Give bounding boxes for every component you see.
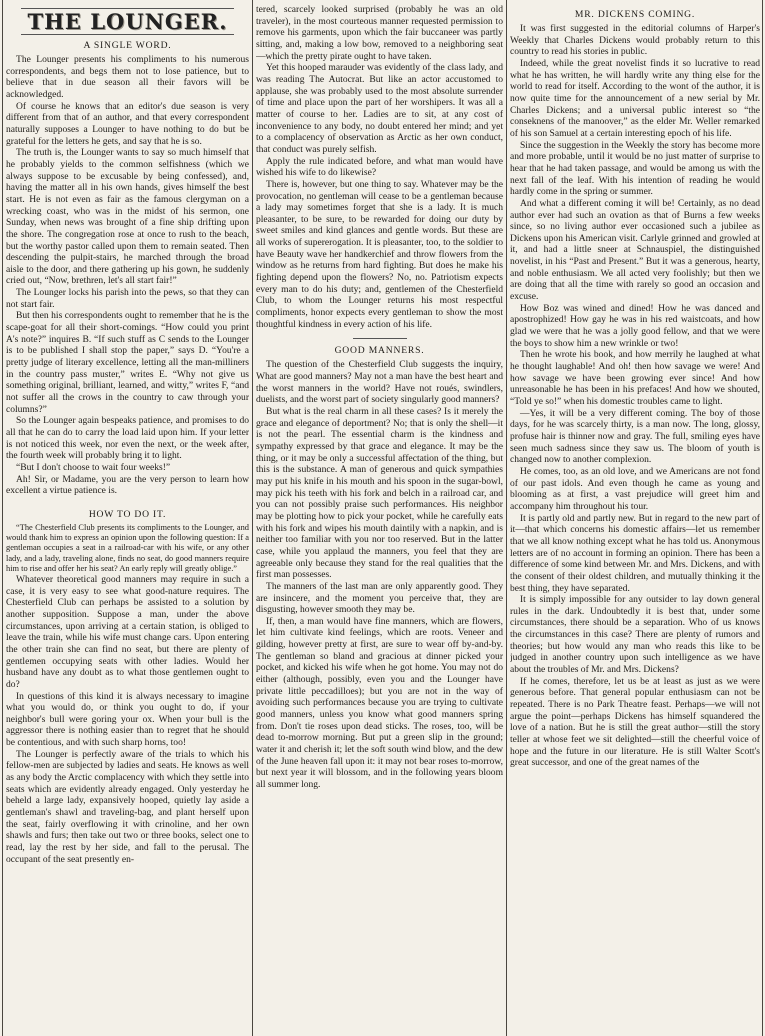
column-3 [510,4,760,1030]
paragraph: The Lounger locks his parish into the pews, so that they can not start fair. [6,287,249,310]
paragraph: The Lounger presents his compliments to his numerous correspondents, and begs them not to lose patience, but to believe that in due season all their favors will be acknowledged. [6,54,249,100]
paragraph: If, then, a man would have fine manners, which are flowers, let him cultivate kind feelings, which are roots. Veneer and gilding, however pretty at first, are sure to wear off by-and-by. The gentleman so bland and gracious at dinner picked your pocket, and kicked his wife when he got home. You may not do either (although, possibly, even you and the Lounger have private little peccadilloes); but you are not in the way of avoiding such performances because you are trying to cultivate good manners, unless you know what good manners spring from. Don't tie roses upon dead sticks. The roses, too, will be dead to-morrow morning. But put a green slip in the ground; water it and cherish it; let the soft south wind blow, and the dew of the June heaven fall upon it: it may not bear roses to-morrow, but next year it will blossom, and in the following years bloom all summer long. [256,615,503,790]
paragraph: But what is the real charm in all these cases? Is it merely the grace and elegance of deportment? No; that is only the shell—it is not the pearl. The essential charm is the kindness and sympathy expressed by that grace and elegance. It may be the thing, or it may be only a successful affectation of the thing, but this is the substance. A man of generous and quick sympathies may put his knife in his mouth and his spoon in the sugar-bowl, may pick his teeth with his fork and belch in a railroad car, and you can not possibly praise such performances. His neighbor may be plotting how to pick your pocket, while he carefully eats with his fork and wipes his mouth daintily with a napkin, and is neither too familiar with you nor too reserved. But in the latter case, while you applaud the manners, you feel that they are agreeable only because they stand for the real qualities that the first man possesses. [256,406,503,581]
paragraph: “But I don't choose to wait four weeks!” [16,461,171,473]
section-heading-dickens-coming: MR. DICKENS COMING. [574,9,696,20]
paragraph: Whatever theoretical good manners may require in such a case, it is very easy to see what good-nature requires. The Chesterfield Club can perhaps be assisted to a solution by another supposition. Suppose a man, under the above circumstances, upon arriving at a certain station, is obliged to leave the train, while his wife must change cars. Upon entering the other train she can find no seat, but there are plenty of gentlemen occupying seats with other ladies. Would her husband have any doubt as to what those gentlemen ought to do? [6,573,249,690]
column-rule [2,0,3,1036]
paragraph: He comes, too, as an old love, and we Americans are not fond of our past idols. And even though he came as young and blooming as at first, a vast prejudice will greet him and accompany him throughout his tour. [510,465,760,512]
paragraph: There is, however, but one thing to say. Whatever may be the provocation, no gentleman will cease to be a gentleman because a lady may sometimes forget that she is a lady. It is much pleasanter, to be sure, to be rewarded for doing our duty by sweet smiles and kind glances and gentle words. But these are all works of supererogation. It is pleasanter, too, to the soldier to have Beauty wave her handkerchief and throw flowers from the window as he returns from hard fighting. But does he make his fighting depend upon the flowers? No, no. Patriotism expects every man to do his duty; and, gentlemen of the Chesterfield Club, to whom the Lounger returns his most respectful compliments, honor expects every gentleman to show the most thoughtful kindness in every action of his life. [256,178,503,330]
section-heading-how-to-do-it: HOW TO DO IT. [88,508,167,520]
paragraph: If he comes, therefore, let us be at least as just as we were generous before. That general popular enthusiasm can not be repeated. There is no Park Theatre feast. Perhaps—we will not argue the point—perhaps Dickens has himself squandered the love of a nation. But he is still the great author—still the story teller at whose feet we sit delighted—still the cheerful voice of hope and the future in our literature. He is still Walter Scott's great successor, and one of the great names of the [510,675,760,769]
paragraph: —Yes, it will be a very different coming. The boy of those days, for he was scarcely thirty, is a man now. The long, glossy, profuse hair is thinner now and gray. The full, smiling eyes have seen much sadness since they saw us. The bloom of youth is changed now to another complexion. [510,407,760,466]
column-2 [256,4,503,1030]
paragraph: Yet this hooped marauder was evidently of the class lady, and was reading The Autocrat. But like an actor accustomed to applause, she was probably used to the most absolute surrender of time and place upon the part of her worshipers. It was all a matter of course to her. Ladies are to sit, at any cost of inconvenience to any body, no doubt entered her mind; and yet to a complacency of observation as Arctic as her own conduct, that conduct was purely selfish. [256,62,503,155]
paragraph: The manners of the last man are only apparently good. They are insincere, and the moment you perceive that, they are disgusting, however smooth they may be. [256,580,503,616]
paragraph: Of course he knows that an editor's due season is very different from that of an author, and that every correspondent naturally supposes a Lounger to have nothing to do but be grateful for the letters he gets, and say that he is so. [6,100,249,147]
paragraph: It is simply impossible for any outsider to lay down general rules in the dark. Undoubtedly it is best that, under some circumstances, there should be a separation. Who of us knows the circumstances in this case? There are plenty of rumors and theories; but how would any man who reads this like to be judged in another country upon such intelligence as we have about the troubles of Mr. and Mrs. Dickens? [510,594,760,676]
paragraph: Indeed, while the great novelist finds it so lucrative to read what he has written, he will hardly write any thing else for the world to read for itself. According to the wont of the author, it is now quite time for the announcement of a new serial by Mr. Charles Dickens; and a universal public interest so “the conseknens of the manoover,” as the elder Mr. Weller remarked of his son Samuel at a certain interesting epoch of his life. [510,57,760,139]
section-heading-single-word: A SINGLE WORD. [83,40,172,51]
paragraph: In questions of this kind it is always necessary to imagine what you would do, or think you ought to do, if your neighbor's bull were goring your ox. When your bull is the aggressor there is nothing easier than to regret that he should be contentious, and with such sharp horns, too! [6,690,249,749]
section-heading-good-manners: GOOD MANNERS. [334,345,425,357]
paragraph: The Lounger is perfectly aware of the trials to which his fellow-men are subjected by ladies and seats. He knows as well as any body the Arctic complacency with which they settle into seats which are evidently already engaged. Only yesterday he beheld a large lady, expansively hooped, quietly lay aside a gentleman's shawl and traveling-bag, and plant herself upon the seat, fairly overflowing it with crinoline, and her own shawls and furs; then take out two or three books, select one to read, lay the rest by her side, and fall to the perusal. The occupant of the seat presently en- [6,748,249,865]
paragraph: The question of the Chesterfield Club suggests the inquiry, What are good manners? May not a man have the best heart and the worst manners in the world? Have not roués, swindlers, duelists, and the worst part of society singularly good manners? [256,359,503,406]
divider [353,338,407,339]
paragraph: tered, scarcely looked surprised (probably he was an old traveler), in the most courteous manner requested permission to remove his garments, upon which the fair buccaneer was partly sitting, and, making a low bow, removed to a neighboring seat —which the pretty pirate ought to have taken. [256,4,503,62]
paragraph: Then he wrote his book, and how merrily he laughed at what he thought laughable! And oh! then how savage we were! And how savage we have been growing ever since! And how unreasonable he has been in his prefaces! And how we shouted, “Told ye so!” when his domestic troubles came to light. [510,349,760,407]
paragraph: The truth is, the Lounger wants to say so much himself that he probably yields to the common selfishness (which we always suppose to be excusable by being confessed), and, having the matter all in his own hands, gives himself the best start. He is not even as fair as the famous clergyman on a wrecking coast, who was in the midst of his sermon, one Sunday, when news was brought of a fine ship drifting upon the shore. The congregation rose at once to rush to the beach, but the worthy pastor called upon them to remain seated. Then descending the pulpit-stairs, he marched through the broad aisle to the door, and there gathering up his gown, he suddenly cried out, “Now, brethren, let's all start fair!” [6,147,249,287]
paragraph: It is partly old and partly new. But in regard to the new part of it—that which concerns his domestic affairs—let us remember that we all know nothing except what he has told us. Anonymous letters are of no account in forming an opinion. There has been a difference of some kind between Mr. and Mrs. Dickens, and with the consent of their oldest children, and mutually thinking it the best thing, they have separated. [510,512,760,594]
paragraph: Since the suggestion in the Weekly the story has become more and more probable, until it would be no just matter of surprise to hear that he had taken passage, and would be among us with the next fall of the leaf. With his intention of reading he would hardly come in the spring or summer. [510,139,760,198]
column-rule [252,0,253,1036]
column-1 [6,4,249,1030]
quoted-letter: “The Chesterfield Club presents its compliments to the Lounger, and would thank him to express an opinion upon the following question: If a gentleman occupies a seat in a railroad-car with his wife, or any other lady, and a lady, traveling alone, finds no seat, do good manners require him to rise and offer her his seat? An early reply will greatly oblige.” [6,522,249,573]
paragraph: Apply the rule indicated before, and what man would have wished his wife to do likewise? [256,155,503,179]
paragraph: It was first suggested in the editorial columns of Harper's Weekly that Charles Dickens would probably return to this country to read his stories in public. [510,23,760,58]
column-rule [506,0,507,1036]
paragraph: How Boz was wined and dined! How he was danced and apostrophized! How gay he was in his red waistcoats, and how glad we were that he was a jolly good fellow, and that we were the boys to show him a new wrinkle or two! [510,302,760,349]
paragraph: So the Lounger again bespeaks patience, and promises to do all that he can do to carry the load laid upon him. If your letter is not noticed this week, nor even the next, or the week after, the fourth week will probably bring it to light. [6,415,249,462]
paragraph: Ah! Sir, or Madame, you are the very person to learn how excellent a virtue patience is. [6,473,249,497]
column-rule [762,0,763,1036]
paragraph: But then his correspondents ought to remember that he is the scape-goat for all their short-comings. “How could you print A's note?” inquires B. “If such stuff as C sends to the Lounger is to be published I shall stop the paper,” says D. “You're a pretty judge of literary excellence, letting all the man-milliners in the country pass muster,” writes E. “Why not give us something original, brilliant, learned, and witty,” writes F, “and not suffer all the crows in the country to caw through your columns?” [6,310,249,415]
masthead: THE LOUNGER. [6,8,249,35]
paragraph: And what a different coming it will be! Certainly, as no dead author ever had such an ovation as that of Burns a few weeks since, so no living author ever occasioned such a jubilee as Dickens upon his American visit. Carlyle grinned and growled at it, and had a little sneer at Schnauspiel, the distinguished novelist, in his “Past and Present.” But it was a generous, hearty, and noble enthusiasm. We all acted very foolishly; but then we are doing that all the time with rarely so good an occasion and excuse. [510,197,760,303]
